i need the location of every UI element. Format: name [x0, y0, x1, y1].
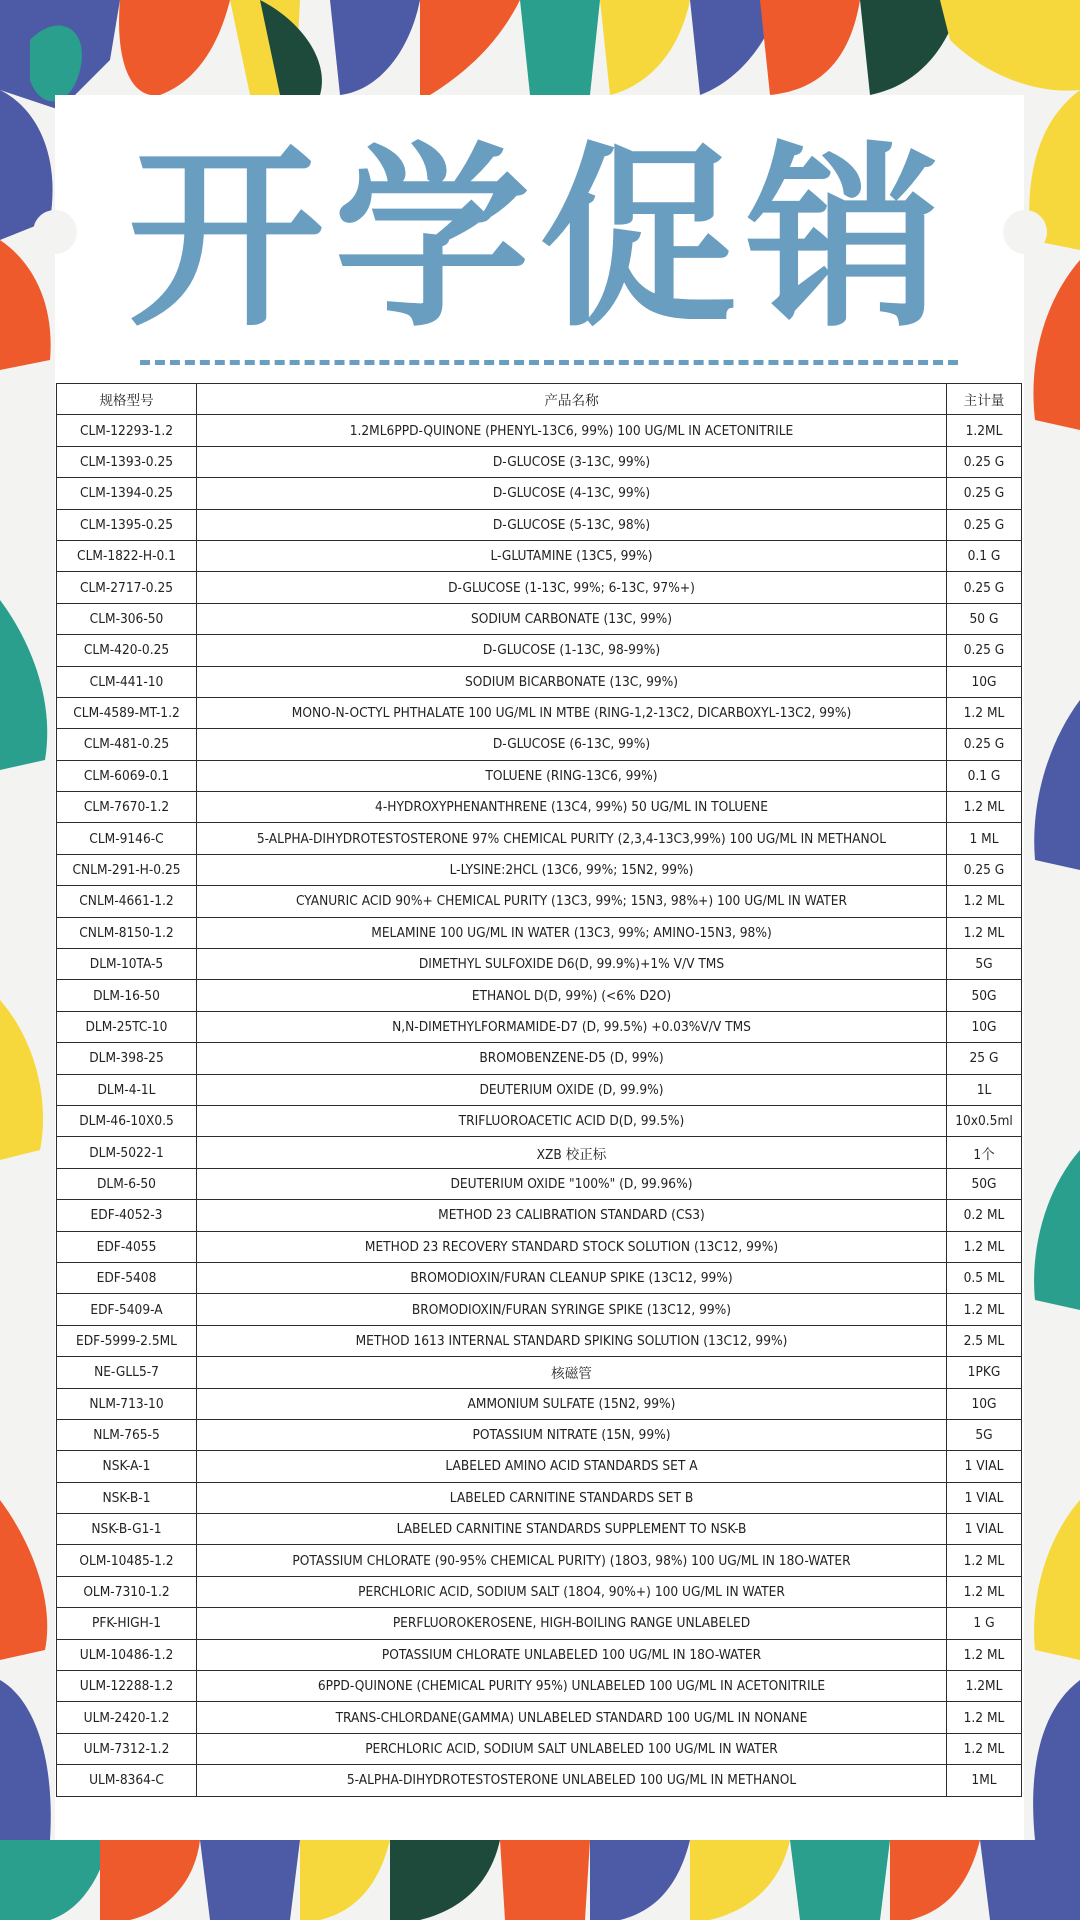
cell-model: ULM-8364-C	[57, 1765, 197, 1796]
cell-product-name: POTASSIUM CHLORATE UNLABELED 100 UG/ML IN 18O-WATER	[197, 1639, 947, 1670]
table-row	[57, 854, 1022, 885]
cell-product-name: POTASSIUM CHLORATE (90-95% CHEMICAL PURITY) (18O3, 98%) 100 UG/ML IN 18O-WATER	[197, 1545, 947, 1576]
cell-product-name: BROMODIOXIN/FURAN SYRINGE SPIKE (13C12, 99%)	[197, 1294, 947, 1325]
cell-unit: 25 G	[947, 1043, 1022, 1074]
product-table	[56, 383, 1022, 1797]
cell-product-name: POTASSIUM NITRATE (15N, 99%)	[197, 1419, 947, 1450]
cell-model: CLM-306-50	[57, 603, 197, 634]
cell-unit: 5G	[947, 1419, 1022, 1450]
cell-unit: 2.5 ML	[947, 1325, 1022, 1356]
cell-unit: 1 G	[947, 1608, 1022, 1639]
table-row	[57, 1419, 1022, 1450]
cell-product-name: LABELED CARNITINE STANDARDS SET B	[197, 1482, 947, 1513]
cell-product-name: SODIUM BICARBONATE (13C, 99%)	[197, 666, 947, 697]
table-row	[57, 1200, 1022, 1231]
cell-model: CNLM-8150-1.2	[57, 917, 197, 948]
cell-product-name: TOLUENE (RING-13C6, 99%)	[197, 760, 947, 791]
cell-model: DLM-16-50	[57, 980, 197, 1011]
table-row	[57, 729, 1022, 760]
table-row	[57, 1388, 1022, 1419]
table-row	[57, 1168, 1022, 1199]
cell-product-name: BROMOBENZENE-D5 (D, 99%)	[197, 1043, 947, 1074]
cell-product-name: MELAMINE 100 UG/ML IN WATER (13C3, 99%; AMINO-15N3, 98%)	[197, 917, 947, 948]
cell-model: CLM-12293-1.2	[57, 415, 197, 446]
cell-model: DLM-4-1L	[57, 1074, 197, 1105]
cell-model: DLM-6-50	[57, 1168, 197, 1199]
cell-product-name: DEUTERIUM OXIDE "100%" (D, 99.96%)	[197, 1168, 947, 1199]
cell-unit: 1.2 ML	[947, 1545, 1022, 1576]
cell-model: PFK-HIGH-1	[57, 1608, 197, 1639]
table-row	[57, 1262, 1022, 1293]
cell-unit: 1 ML	[947, 823, 1022, 854]
table-row	[57, 1294, 1022, 1325]
cell-product-name: D-GLUCOSE (4-13C, 99%)	[197, 478, 947, 509]
cell-model: CLM-7670-1.2	[57, 792, 197, 823]
cell-product-name: PERCHLORIC ACID, SODIUM SALT (18O4, 90%+) 100 UG/ML IN WATER	[197, 1576, 947, 1607]
cell-product-name: L-LYSINE:2HCL (13C6, 99%; 15N2, 99%)	[197, 854, 947, 885]
cell-product-name: LABELED AMINO ACID STANDARDS SET A	[197, 1451, 947, 1482]
table-row	[57, 478, 1022, 509]
table-row	[57, 1765, 1022, 1796]
cell-product-name: 1.2ML6PPD-QUINONE (PHENYL-13C6, 99%) 100 UG/ML IN ACETONITRILE	[197, 415, 947, 446]
cell-product-name: SODIUM CARBONATE (13C, 99%)	[197, 603, 947, 634]
cell-model: OLM-7310-1.2	[57, 1576, 197, 1607]
cell-product-name: BROMODIOXIN/FURAN CLEANUP SPIKE (13C12, 99%)	[197, 1262, 947, 1293]
cell-product-name: D-GLUCOSE (3-13C, 99%)	[197, 446, 947, 477]
cell-unit: 1.2ML	[947, 415, 1022, 446]
cell-model: CLM-9146-C	[57, 823, 197, 854]
table-row	[57, 886, 1022, 917]
cell-product-name: AMMONIUM SULFATE (15N2, 99%)	[197, 1388, 947, 1419]
cell-unit: 50G	[947, 980, 1022, 1011]
cell-unit: 1.2 ML	[947, 1639, 1022, 1670]
cell-model: NSK-B-1	[57, 1482, 197, 1513]
table-row	[57, 1011, 1022, 1042]
table-row	[57, 635, 1022, 666]
cell-model: CLM-1822-H-0.1	[57, 540, 197, 571]
table-row	[57, 1514, 1022, 1545]
cell-product-name: 5-ALPHA-DIHYDROTESTOSTERONE 97% CHEMICAL PURITY (2,3,4-13C3,99%) 100 UG/ML IN METHANOL	[197, 823, 947, 854]
cell-model: ULM-7312-1.2	[57, 1733, 197, 1764]
cell-unit: 1 VIAL	[947, 1451, 1022, 1482]
cell-model: NE-GLL5-7	[57, 1357, 197, 1388]
cell-product-name: D-GLUCOSE (1-13C, 99%; 6-13C, 97%+)	[197, 572, 947, 603]
cell-unit: 0.25 G	[947, 635, 1022, 666]
header-product-name: 产品名称	[197, 384, 947, 415]
cell-unit: 0.1 G	[947, 540, 1022, 571]
header-model: 规格型号	[57, 384, 197, 415]
right-leaves	[1029, 90, 1080, 1840]
cell-unit: 10x0.5ml	[947, 1105, 1022, 1136]
cell-model: EDF-4055	[57, 1231, 197, 1262]
table-row	[57, 666, 1022, 697]
table-row	[57, 446, 1022, 477]
bottom-leaves	[0, 1840, 1080, 1920]
table-row	[57, 1043, 1022, 1074]
table-row	[57, 980, 1022, 1011]
table-row	[57, 540, 1022, 571]
cell-model: CLM-1395-0.25	[57, 509, 197, 540]
cell-product-name: D-GLUCOSE (1-13C, 98-99%)	[197, 635, 947, 666]
cell-product-name: TRIFLUOROACETIC ACID D(D, 99.5%)	[197, 1105, 947, 1136]
cell-product-name: 核磁管	[197, 1357, 947, 1388]
cell-unit: 1.2 ML	[947, 1231, 1022, 1262]
table-row	[57, 1231, 1022, 1262]
table-row	[57, 509, 1022, 540]
cell-model: EDF-5409-A	[57, 1294, 197, 1325]
cell-unit: 1个	[947, 1137, 1022, 1168]
cell-model: CNLM-4661-1.2	[57, 886, 197, 917]
table-row	[57, 760, 1022, 791]
cell-product-name: 4-HYDROXYPHENANTHRENE (13C4, 99%) 50 UG/ML IN TOLUENE	[197, 792, 947, 823]
cell-model: CLM-6069-0.1	[57, 760, 197, 791]
cell-model: OLM-10485-1.2	[57, 1545, 197, 1576]
cell-unit: 1ML	[947, 1765, 1022, 1796]
cell-product-name: N,N-DIMETHYLFORMAMIDE-D7 (D, 99.5%) +0.03%V/V TMS	[197, 1011, 947, 1042]
cell-unit: 50 G	[947, 603, 1022, 634]
cell-model: EDF-4052-3	[57, 1200, 197, 1231]
cell-model: DLM-10TA-5	[57, 949, 197, 980]
cell-product-name: METHOD 23 CALIBRATION STANDARD (CS3)	[197, 1200, 947, 1231]
cell-unit: 1.2 ML	[947, 697, 1022, 728]
table-row	[57, 1576, 1022, 1607]
cell-product-name: METHOD 23 RECOVERY STANDARD STOCK SOLUTION (13C12, 99%)	[197, 1231, 947, 1262]
cell-product-name: PERCHLORIC ACID, SODIUM SALT UNLABELED 100 UG/ML IN WATER	[197, 1733, 947, 1764]
cell-unit: 1.2 ML	[947, 1576, 1022, 1607]
cell-product-name: 6PPD-QUINONE (CHEMICAL PURITY 95%) UNLABELED 100 UG/ML IN ACETONITRILE	[197, 1671, 947, 1702]
table-row	[57, 697, 1022, 728]
cell-product-name: LABELED CARNITINE STANDARDS SUPPLEMENT TO NSK-B	[197, 1514, 947, 1545]
table-row	[57, 823, 1022, 854]
table-header-row	[57, 384, 1022, 415]
cell-product-name: 5-ALPHA-DIHYDROTESTOSTERONE UNLABELED 100 UG/ML IN METHANOL	[197, 1765, 947, 1796]
table-row	[57, 572, 1022, 603]
cell-product-name: CYANURIC ACID 90%+ CHEMICAL PURITY (13C3, 99%; 15N3, 98%+) 100 UG/ML IN WATER	[197, 886, 947, 917]
cell-model: ULM-2420-1.2	[57, 1702, 197, 1733]
top-leaves	[0, 0, 1080, 110]
cell-model: CNLM-291-H-0.25	[57, 854, 197, 885]
cell-model: CLM-420-0.25	[57, 635, 197, 666]
cell-model: CLM-481-0.25	[57, 729, 197, 760]
title-dashed-divider	[140, 360, 958, 365]
cell-model: DLM-398-25	[57, 1043, 197, 1074]
cell-model: ULM-12288-1.2	[57, 1671, 197, 1702]
header-unit: 主计量	[947, 384, 1022, 415]
cell-product-name: ETHANOL D(D, 99%) (<6% D2O)	[197, 980, 947, 1011]
table-row	[57, 1733, 1022, 1764]
cell-model: CLM-4589-MT-1.2	[57, 697, 197, 728]
left-leaves	[0, 90, 53, 1840]
cell-model: ULM-10486-1.2	[57, 1639, 197, 1670]
cell-product-name: XZB 校正标	[197, 1137, 947, 1168]
cell-model: CLM-2717-0.25	[57, 572, 197, 603]
cell-unit: 0.25 G	[947, 729, 1022, 760]
cell-unit: 1.2 ML	[947, 1733, 1022, 1764]
cell-unit: 1PKG	[947, 1357, 1022, 1388]
cell-model: NLM-713-10	[57, 1388, 197, 1419]
cell-product-name: METHOD 1613 INTERNAL STANDARD SPIKING SOLUTION (13C12, 99%)	[197, 1325, 947, 1356]
cell-model: EDF-5999-2.5ML	[57, 1325, 197, 1356]
cell-unit: 0.5 ML	[947, 1262, 1022, 1293]
table-row	[57, 1608, 1022, 1639]
cell-model: DLM-46-10X0.5	[57, 1105, 197, 1136]
cell-unit: 50G	[947, 1168, 1022, 1199]
cell-unit: 5G	[947, 949, 1022, 980]
cell-model: NLM-765-5	[57, 1419, 197, 1450]
cell-unit: 0.2 ML	[947, 1200, 1022, 1231]
table-row	[57, 1357, 1022, 1388]
cell-unit: 10G	[947, 1011, 1022, 1042]
cell-product-name: TRANS-CHLORDANE(GAMMA) UNLABELED STANDARD 100 UG/ML IN NONANE	[197, 1702, 947, 1733]
cell-product-name: MONO-N-OCTYL PHTHALATE 100 UG/ML IN MTBE (RING-1,2-13C2, DICARBOXYL-13C2, 99%)	[197, 697, 947, 728]
cell-model: EDF-5408	[57, 1262, 197, 1293]
cell-product-name: L-GLUTAMINE (13C5, 99%)	[197, 540, 947, 571]
cell-unit: 0.1 G	[947, 760, 1022, 791]
cell-unit: 0.25 G	[947, 446, 1022, 477]
table-row	[57, 917, 1022, 948]
cell-unit: 10G	[947, 1388, 1022, 1419]
cell-model: DLM-25TC-10	[57, 1011, 197, 1042]
cell-model: CLM-1394-0.25	[57, 478, 197, 509]
cell-unit: 1.2 ML	[947, 1702, 1022, 1733]
table-row	[57, 1702, 1022, 1733]
cell-unit: 1.2 ML	[947, 917, 1022, 948]
cell-unit: 1.2 ML	[947, 1294, 1022, 1325]
table-row	[57, 1482, 1022, 1513]
cell-unit: 0.25 G	[947, 509, 1022, 540]
page-title: 开学促销	[127, 126, 952, 354]
cell-product-name: D-GLUCOSE (6-13C, 99%)	[197, 729, 947, 760]
table-row	[57, 1545, 1022, 1576]
cell-product-name: DEUTERIUM OXIDE (D, 99.9%)	[197, 1074, 947, 1105]
table-row	[57, 1325, 1022, 1356]
cell-unit: 1 VIAL	[947, 1514, 1022, 1545]
cell-model: CLM-441-10	[57, 666, 197, 697]
cell-unit: 1.2 ML	[947, 792, 1022, 823]
cell-model: NSK-A-1	[57, 1451, 197, 1482]
cell-model: CLM-1393-0.25	[57, 446, 197, 477]
cell-model: NSK-B-G1-1	[57, 1514, 197, 1545]
cell-unit: 0.25 G	[947, 572, 1022, 603]
cell-product-name: D-GLUCOSE (5-13C, 98%)	[197, 509, 947, 540]
cell-unit: 1.2ML	[947, 1671, 1022, 1702]
cell-unit: 1.2 ML	[947, 886, 1022, 917]
table-row	[57, 1105, 1022, 1136]
table-row	[57, 1137, 1022, 1168]
cell-product-name: PERFLUOROKEROSENE, HIGH-BOILING RANGE UNLABELED	[197, 1608, 947, 1639]
table-row	[57, 949, 1022, 980]
cell-unit: 10G	[947, 666, 1022, 697]
cell-product-name: DIMETHYL SULFOXIDE D6(D, 99.9%)+1% V/V TMS	[197, 949, 947, 980]
table-row	[57, 1671, 1022, 1702]
cell-unit: 1 VIAL	[947, 1482, 1022, 1513]
table-row	[57, 603, 1022, 634]
cell-unit: 1L	[947, 1074, 1022, 1105]
table-row	[57, 1451, 1022, 1482]
table-row	[57, 415, 1022, 446]
table-row	[57, 1074, 1022, 1105]
table-row	[57, 1639, 1022, 1670]
cell-model: DLM-5022-1	[57, 1137, 197, 1168]
cell-unit: 0.25 G	[947, 854, 1022, 885]
cell-unit: 0.25 G	[947, 478, 1022, 509]
table-row	[57, 792, 1022, 823]
